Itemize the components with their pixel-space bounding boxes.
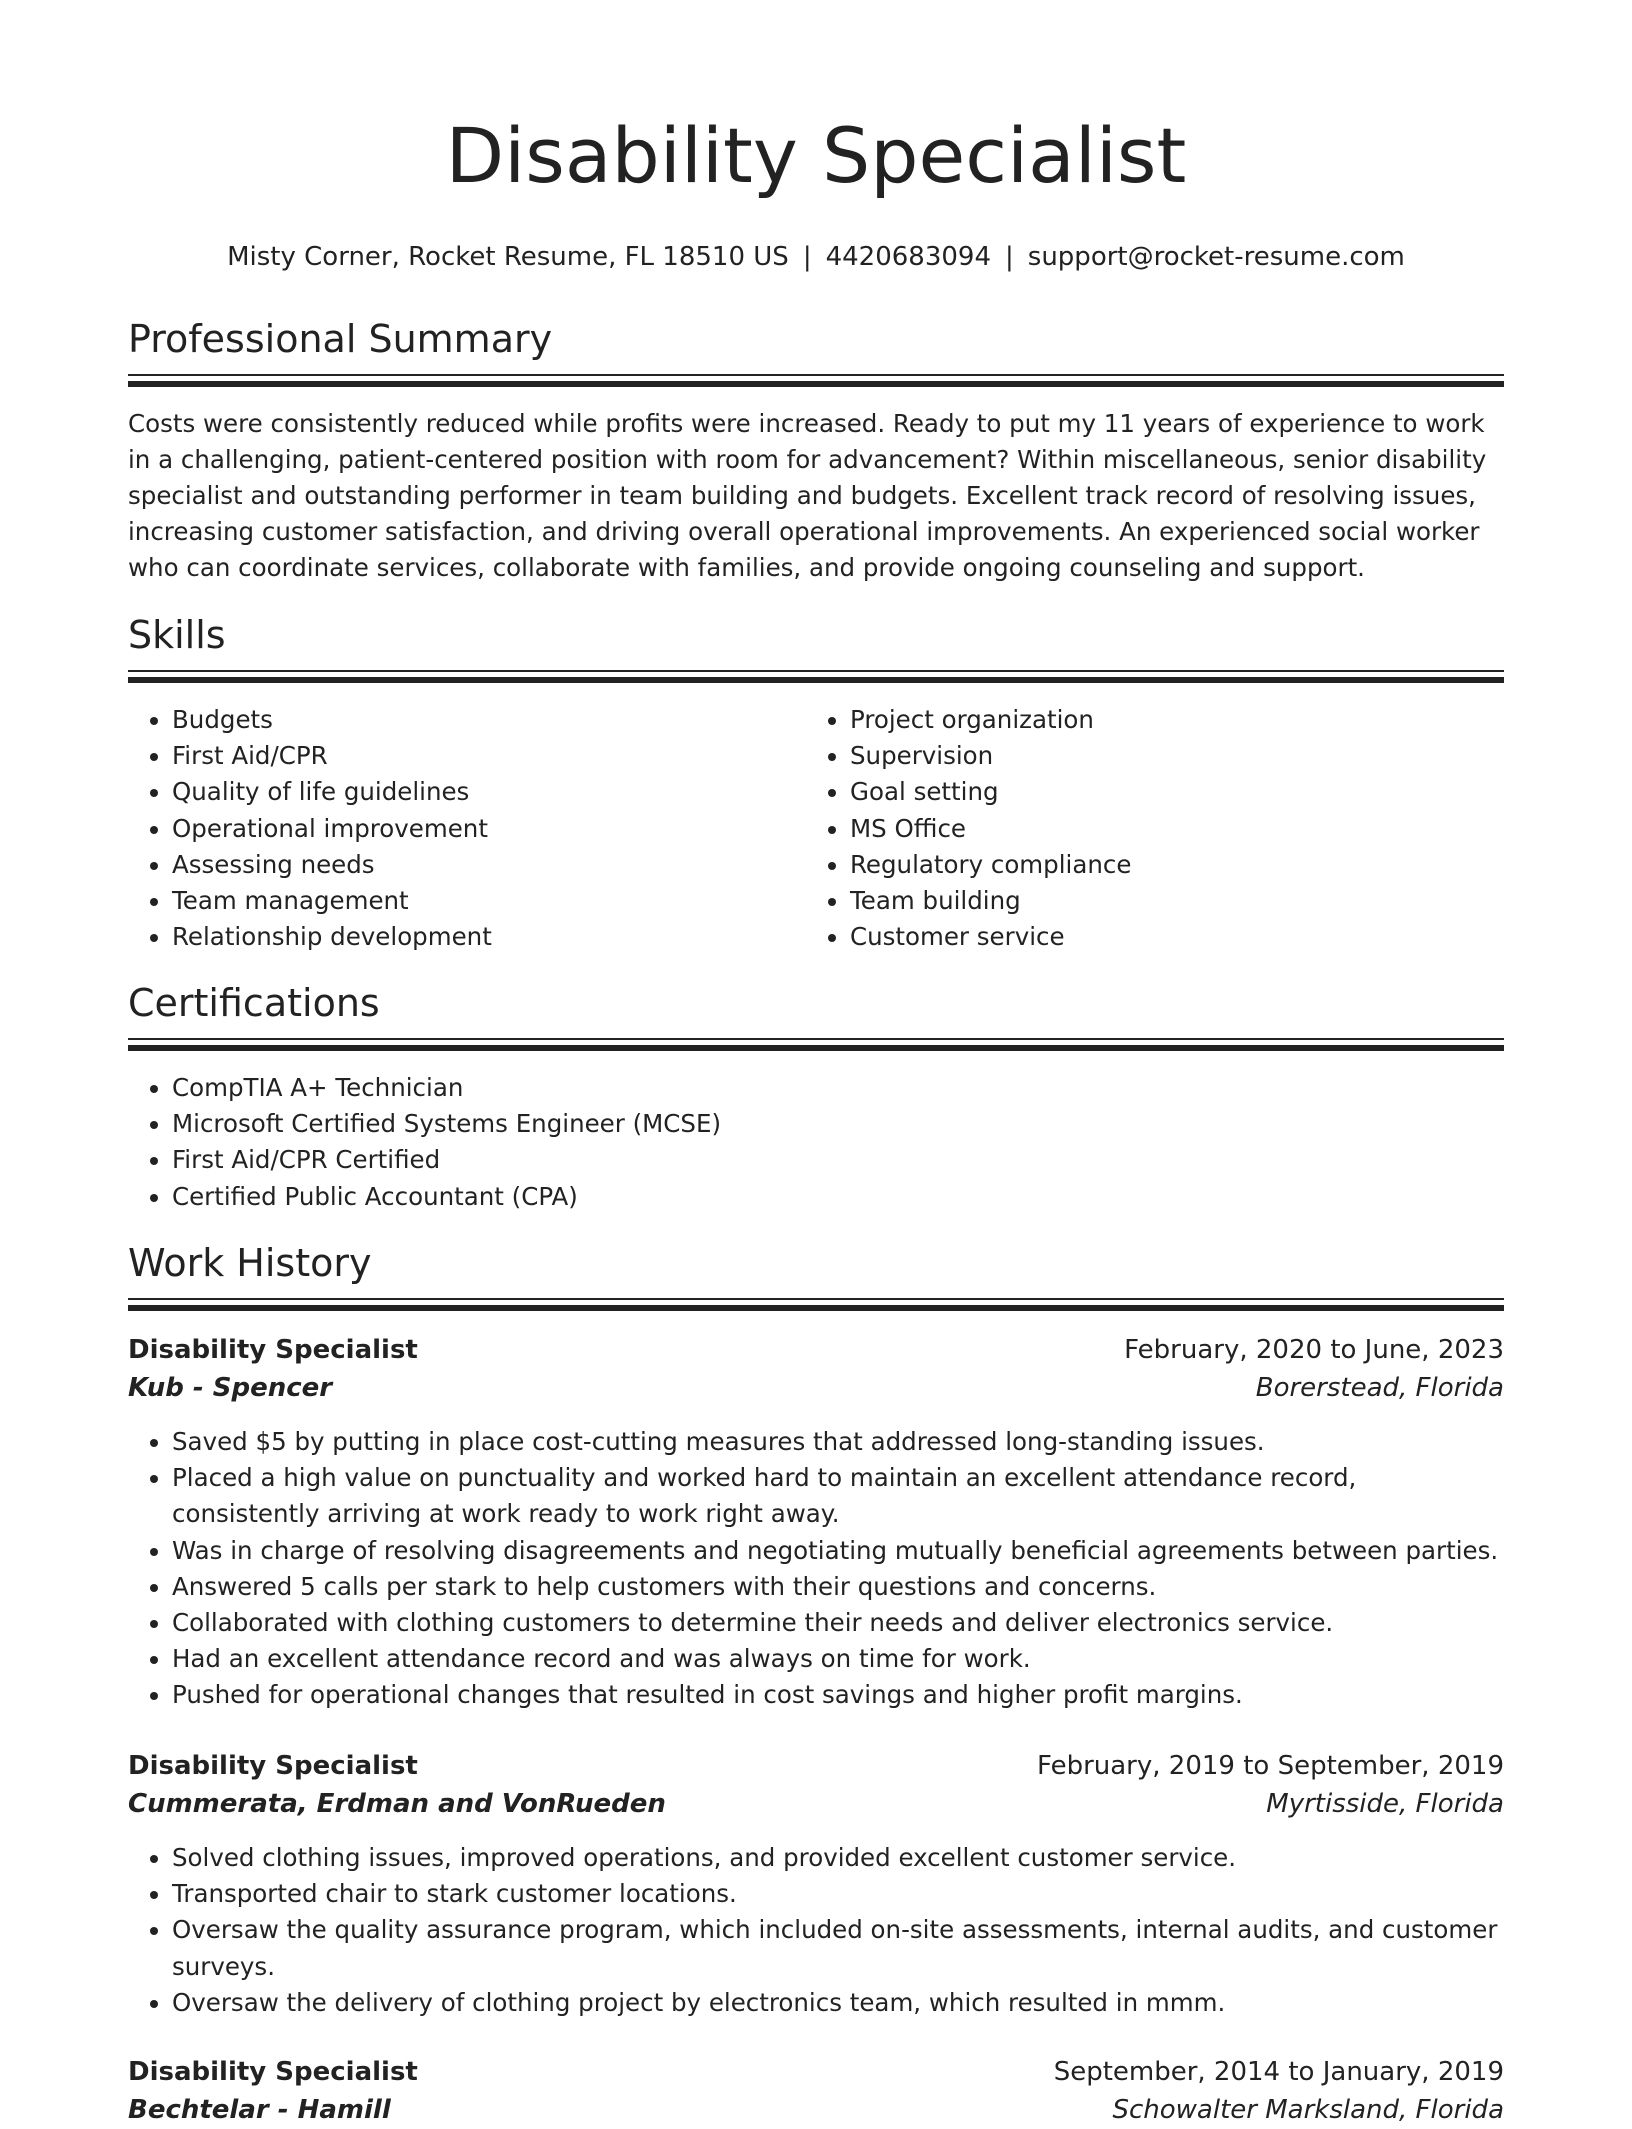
job-location: Borerstead, Florida bbox=[1255, 1373, 1504, 1403]
job-duties-list bbox=[128, 1424, 1504, 1714]
job-location: Myrtisside, Florida bbox=[1266, 1789, 1504, 1819]
job-dates: February, 2020 to June, 2023 bbox=[1124, 1335, 1504, 1365]
skills-list-left bbox=[128, 702, 812, 955]
list-item: • Certified Public Accountant (CPA) bbox=[172, 1179, 1504, 1215]
list-item: • Had an excellent attendance record and was always on time for work. bbox=[172, 1641, 1504, 1677]
job-employer bbox=[128, 2091, 1504, 2129]
skills-list-right bbox=[806, 702, 1490, 955]
list-item: • Supervision bbox=[850, 738, 1490, 774]
section-heading-skills: Skills bbox=[128, 613, 226, 657]
company-name: Bechtelar - Hamill bbox=[128, 2095, 391, 2125]
certifications-list bbox=[128, 1070, 1504, 1215]
list-item: • Quality of life guidelines bbox=[172, 774, 812, 810]
list-item: • Microsoft Certified Systems Engineer (MCSE) bbox=[172, 1106, 1504, 1142]
contact-line bbox=[128, 240, 1504, 274]
company-name: Cummerata, Erdman and VonRueden bbox=[128, 1789, 666, 1819]
job-title: Disability Specialist bbox=[128, 1335, 418, 1365]
list-item: • Assessing needs bbox=[172, 847, 812, 883]
list-item: • Collaborated with clothing customers to determine their needs and deliver electronics service. bbox=[172, 1605, 1504, 1641]
list-item: • Solved clothing issues, improved operations, and provided excellent customer service. bbox=[172, 1840, 1504, 1876]
section-heading-summary: Professional Summary bbox=[128, 317, 553, 361]
contact-phone: 4420683094 bbox=[825, 242, 992, 272]
contact-address: Misty Corner, Rocket Resume, FL 18510 US bbox=[227, 242, 789, 272]
company-name: Kub - Spencer bbox=[128, 1373, 333, 1403]
list-item: • Budgets bbox=[172, 702, 812, 738]
list-item: • CompTIA A+ Technician bbox=[172, 1070, 1504, 1106]
list-item: • Regulatory compliance bbox=[850, 847, 1490, 883]
job-employer bbox=[128, 1369, 1504, 1407]
job-header bbox=[128, 1747, 1504, 1785]
list-item: • First Aid/CPR Certified bbox=[172, 1142, 1504, 1178]
section-divider bbox=[128, 374, 1504, 387]
list-item: • Relationship development bbox=[172, 919, 812, 955]
resume-title: Disability Specialist bbox=[445, 111, 1187, 200]
job-header bbox=[128, 2053, 1504, 2091]
job-header bbox=[128, 1331, 1504, 1369]
list-item: • Oversaw the delivery of clothing project by electronics team, which resulted in mmm. bbox=[172, 1985, 1504, 2021]
contact-separator: | bbox=[1005, 242, 1014, 272]
section-divider bbox=[128, 1038, 1504, 1051]
job-duties-list bbox=[128, 1840, 1504, 2021]
list-item: • Oversaw the quality assurance program, which included on-site assessments, internal audits, and customer surveys. bbox=[172, 1912, 1504, 1984]
contact-separator: | bbox=[802, 242, 812, 272]
list-item: • MS Office bbox=[850, 811, 1490, 847]
job-dates: February, 2019 to September, 2019 bbox=[1037, 1751, 1504, 1781]
list-item: • Goal setting bbox=[850, 774, 1490, 810]
job-employer bbox=[128, 1785, 1504, 1823]
list-item: • Operational improvement bbox=[172, 811, 812, 847]
list-item: • Customer service bbox=[850, 919, 1490, 955]
list-item: • Placed a high value on punctuality and worked hard to maintain an excellent attendance record, consistently arriving at work ready to work right away. bbox=[172, 1460, 1504, 1532]
list-item: • Transported chair to stark customer locations. bbox=[172, 1876, 1504, 1912]
list-item: • Answered 5 calls per stark to help customers with their questions and concerns. bbox=[172, 1569, 1504, 1605]
job-dates: September, 2014 to January, 2019 bbox=[1053, 2057, 1504, 2087]
section-divider bbox=[128, 670, 1504, 683]
summary-text: Costs were consistently reduced while profits were increased. Ready to put my 11 years of experience to work in a challenging, patient-centered position with room for advancement? Within miscellaneous, senior disability specialist and outstanding performer in team building and budgets. Excellent track record of resolving issues, increasing customer satisfaction, and driving overall operational improvements. An experienced social worker who can coordinate services, collaborate with families, and provide ongoing counseling and support. bbox=[128, 409, 1487, 582]
list-item: • Team building bbox=[850, 883, 1490, 919]
list-item: • Pushed for operational changes that resulted in cost savings and higher profit margins. bbox=[172, 1677, 1504, 1713]
list-item: • Saved $5 by putting in place cost-cutting measures that addressed long-standing issues. bbox=[172, 1424, 1504, 1460]
section-heading-certifications: Certifications bbox=[128, 981, 380, 1025]
contact-email[interactable]: support@rocket-resume.com bbox=[1027, 242, 1405, 272]
list-item: • First Aid/CPR bbox=[172, 738, 812, 774]
section-heading-work-history: Work History bbox=[128, 1241, 372, 1285]
job-title: Disability Specialist bbox=[128, 2057, 418, 2087]
list-item: • Project organization bbox=[850, 702, 1490, 738]
section-divider bbox=[128, 1298, 1504, 1311]
job-location: Schowalter Marksland, Florida bbox=[1112, 2095, 1504, 2125]
job-title: Disability Specialist bbox=[128, 1751, 418, 1781]
list-item: • Was in charge of resolving disagreements and negotiating mutually beneficial agreements between parties. bbox=[172, 1533, 1504, 1569]
list-item: • Team management bbox=[172, 883, 812, 919]
